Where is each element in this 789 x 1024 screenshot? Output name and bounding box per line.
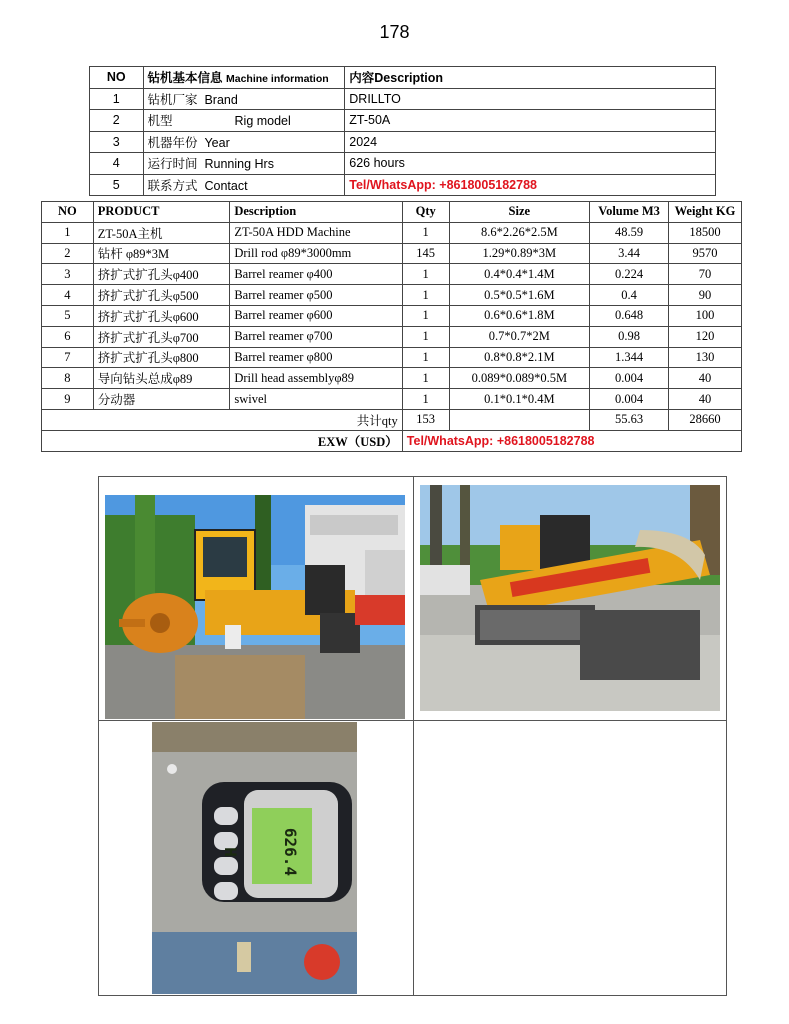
total-qty: 153: [402, 409, 449, 430]
header-info-en: Machine information: [226, 73, 329, 86]
header-no: NO: [90, 67, 144, 89]
cell-size: 0.7*0.7*2M: [449, 326, 590, 347]
table-row: [42, 326, 742, 347]
table-row: [42, 389, 742, 410]
cell-size: 0.6*0.6*1.8M: [449, 305, 590, 326]
hour-meter-photo: [152, 722, 357, 994]
cell-qty: 1: [402, 222, 449, 243]
rig-front-photo: [105, 495, 405, 719]
cell-size: 0.5*0.5*1.6M: [449, 285, 590, 306]
row-value: 626 hours: [345, 153, 716, 175]
cell-no: 6: [42, 326, 94, 347]
header-info-zh: 钻机基本信息: [147, 70, 223, 86]
exw-contact: Tel/WhatsApp: +8618005182788: [402, 430, 741, 451]
rig-side-photo: [420, 485, 720, 711]
cell-product: ZT-50A主机: [93, 222, 230, 243]
rig-side-illustration: [420, 485, 720, 711]
cell-weight: 70: [668, 264, 741, 285]
cell-qty: 1: [402, 326, 449, 347]
grid-divider-vertical: [413, 477, 414, 995]
table-row: [42, 285, 742, 306]
row-label: [143, 174, 345, 196]
table-header-row: [42, 202, 742, 223]
cell-weight: 18500: [668, 222, 741, 243]
cell-no: 9: [42, 389, 94, 410]
cell-qty: 1: [402, 347, 449, 368]
row-value: DRILLTO: [345, 88, 716, 110]
total-weight: 28660: [668, 409, 741, 430]
cell-size: 0.089*0.089*0.5M: [449, 368, 590, 389]
cell-volume: 0.98: [590, 326, 669, 347]
cell-volume: 0.004: [590, 389, 669, 410]
cell-weight: 120: [668, 326, 741, 347]
table-row: [90, 110, 716, 132]
cell-no: 4: [42, 285, 94, 306]
header-no: NO: [42, 202, 94, 223]
cell-size: 1.29*0.89*3M: [449, 243, 590, 264]
label-en: Rig model: [234, 114, 291, 129]
row-label: [143, 153, 345, 175]
photo-grid: [98, 476, 727, 996]
cell-description: Drill rod φ89*3000mm: [230, 243, 402, 264]
cell-product: 分动器: [93, 389, 230, 410]
cell-no: 1: [42, 222, 94, 243]
row-no: 2: [90, 110, 144, 132]
hour-meter-illustration: [152, 722, 357, 994]
label-zh: 联系方式: [147, 177, 198, 193]
label-zh: 机器年份: [147, 134, 198, 150]
total-volume: 55.63: [590, 409, 669, 430]
contact-value: Tel/WhatsApp: +8618005182788: [345, 174, 716, 196]
row-no: 4: [90, 153, 144, 175]
exw-label: EXW（USD）: [42, 430, 403, 451]
table-row: [42, 347, 742, 368]
row-no: 1: [90, 88, 144, 110]
cell-volume: 0.4: [590, 285, 669, 306]
cell-size: 0.1*0.1*0.4M: [449, 389, 590, 410]
cell-weight: 100: [668, 305, 741, 326]
table-row: [90, 153, 716, 175]
cell-no: 8: [42, 368, 94, 389]
cell-no: 7: [42, 347, 94, 368]
cell-weight: 40: [668, 368, 741, 389]
header-volume: Volume M3: [590, 202, 669, 223]
parts-table: [41, 201, 742, 452]
label-en: Year: [204, 135, 230, 150]
cell-qty: 1: [402, 368, 449, 389]
cell-weight: 130: [668, 347, 741, 368]
cell-product: 钻杆 φ89*3M: [93, 243, 230, 264]
label-zh: 运行时间: [147, 156, 198, 172]
cell-description: Drill head assemblyφ89: [230, 368, 402, 389]
cell-volume: 0.648: [590, 305, 669, 326]
cell-volume: 48.59: [590, 222, 669, 243]
header-product: PRODUCT: [93, 202, 230, 223]
table-row: [90, 174, 716, 196]
table-row: [90, 88, 716, 110]
cell-size: 0.4*0.4*1.4M: [449, 264, 590, 285]
machine-info-table: [89, 66, 716, 196]
cell-product: 导向钻头总成φ89: [93, 368, 230, 389]
total-label: 共计qty: [42, 409, 403, 430]
cell-qty: 1: [402, 285, 449, 306]
total-row: [42, 409, 742, 430]
cell-size: 8.6*2.26*2.5M: [449, 222, 590, 243]
header-description: Description: [230, 202, 402, 223]
cell-description: Barrel reamer φ600: [230, 305, 402, 326]
cell-size: 0.8*0.8*2.1M: [449, 347, 590, 368]
cell-weight: 40: [668, 389, 741, 410]
rig-front-illustration: [105, 495, 405, 719]
row-no: 5: [90, 174, 144, 196]
header-machine-info: [143, 67, 345, 89]
header-desc-en: Description: [374, 71, 444, 86]
cell-qty: 1: [402, 305, 449, 326]
label-en: Running Hrs: [204, 157, 274, 172]
row-label: [143, 88, 345, 110]
cell-qty: 1: [402, 264, 449, 285]
cell-description: Barrel reamer φ800: [230, 347, 402, 368]
grid-divider-horizontal: [99, 720, 726, 721]
header-size: Size: [449, 202, 590, 223]
table-row: [42, 243, 742, 264]
table-row: [42, 368, 742, 389]
cell-weight: 90: [668, 285, 741, 306]
header-description: [345, 67, 716, 89]
total-size-empty: [449, 409, 590, 430]
cell-description: Barrel reamer φ700: [230, 326, 402, 347]
cell-description: Barrel reamer φ500: [230, 285, 402, 306]
cell-product: 挤扩式扩孔头φ800: [93, 347, 230, 368]
cell-qty: 145: [402, 243, 449, 264]
cell-product: 挤扩式扩孔头φ400: [93, 264, 230, 285]
hour-meter-reading: 626.4 H: [221, 827, 300, 877]
row-label: [143, 110, 345, 132]
cell-weight: 9570: [668, 243, 741, 264]
cell-product: 挤扩式扩孔头φ600: [93, 305, 230, 326]
cell-description: Barrel reamer φ400: [230, 264, 402, 285]
row-no: 3: [90, 131, 144, 153]
table-row: [90, 131, 716, 153]
row-value: 2024: [345, 131, 716, 153]
cell-description: swivel: [230, 389, 402, 410]
cell-no: 3: [42, 264, 94, 285]
header-desc-zh: 内容: [349, 70, 375, 86]
cell-volume: 3.44: [590, 243, 669, 264]
cell-volume: 0.224: [590, 264, 669, 285]
header-qty: Qty: [402, 202, 449, 223]
label-zh: 钻机厂家: [147, 91, 198, 107]
exw-row: [42, 430, 742, 451]
table-header-row: [90, 67, 716, 89]
cell-no: 5: [42, 305, 94, 326]
table-row: [42, 222, 742, 243]
page-number: 178: [379, 22, 410, 42]
cell-description: ZT-50A HDD Machine: [230, 222, 402, 243]
cell-volume: 0.004: [590, 368, 669, 389]
cell-qty: 1: [402, 389, 449, 410]
cell-product: 挤扩式扩孔头φ700: [93, 326, 230, 347]
header-weight: Weight KG: [668, 202, 741, 223]
label-en: Contact: [204, 178, 248, 193]
cell-no: 2: [42, 243, 94, 264]
table-row: [42, 305, 742, 326]
label-en: Brand: [204, 92, 238, 107]
row-value: ZT-50A: [345, 110, 716, 132]
label-zh: 机型: [147, 113, 173, 129]
cell-volume: 1.344: [590, 347, 669, 368]
table-row: [42, 264, 742, 285]
cell-product: 挤扩式扩孔头φ500: [93, 285, 230, 306]
row-label: [143, 131, 345, 153]
